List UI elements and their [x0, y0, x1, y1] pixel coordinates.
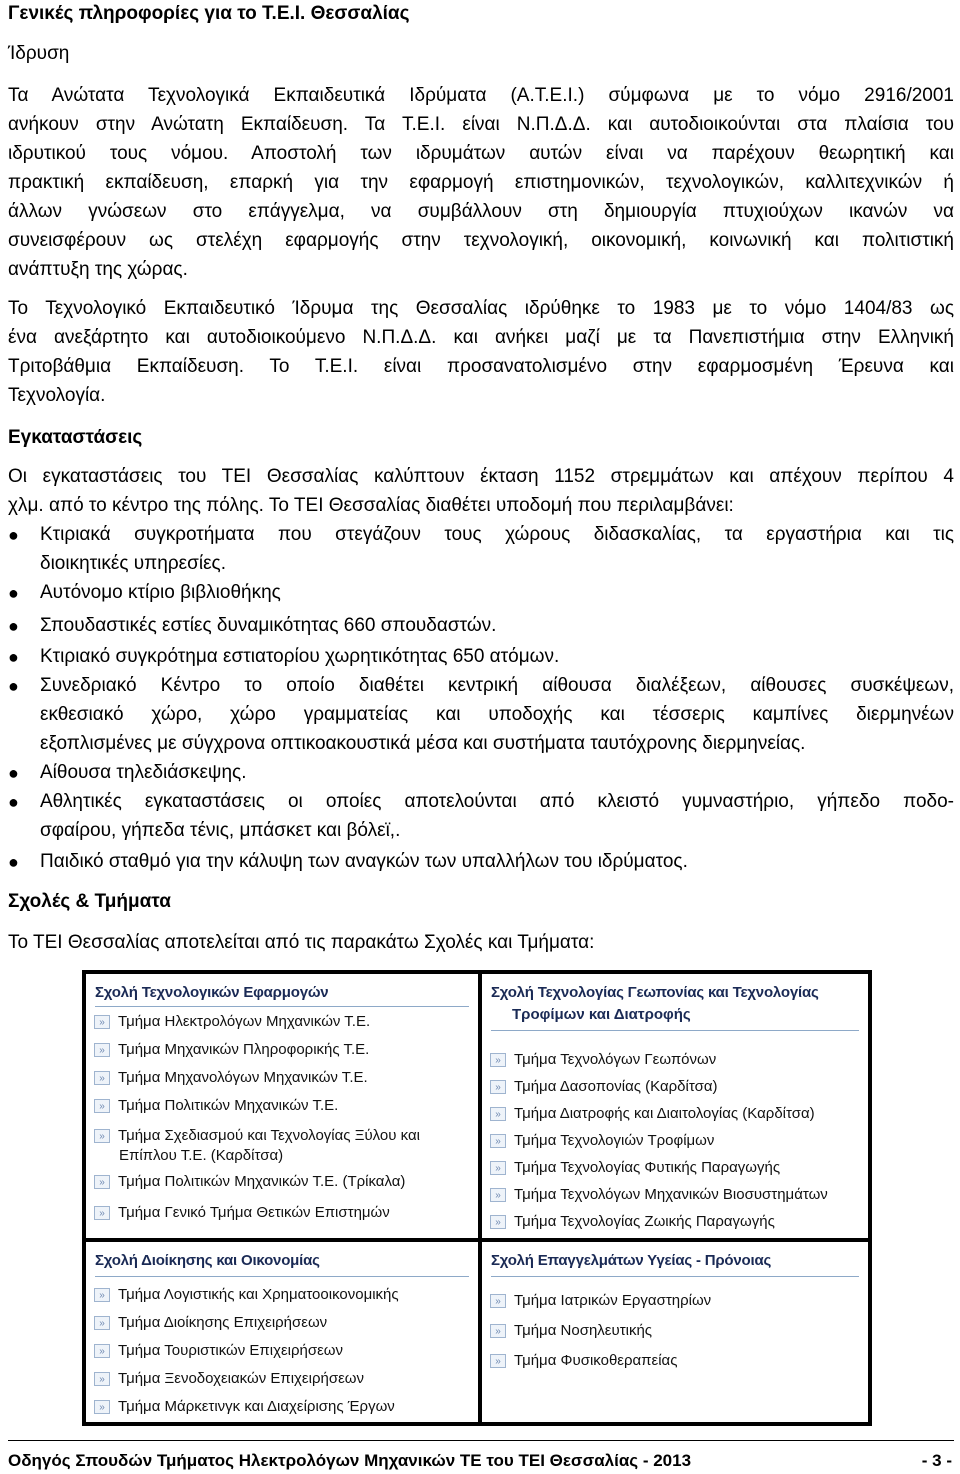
section-title-schools: Σχολές & Τμήματα	[8, 891, 171, 912]
paragraph-line: Οι εγκαταστάσεις του ΤΕΙ Θεσσαλίας καλύπτουν έκταση 1152 στρεμμάτων και απέχουν περίπου 4	[8, 466, 954, 487]
arrow-icon: »	[490, 1107, 506, 1121]
schools-figure	[82, 970, 872, 1426]
arrow-icon: »	[490, 1215, 506, 1229]
arrow-icon: »	[94, 1043, 110, 1057]
bullet-icon: ●	[8, 852, 19, 872]
paragraph-line: ιδρυτικού τους νόμου. Αποστολή των ιδρυμάτων αυτών είναι να παρέχουν θεωρητική και	[8, 143, 954, 164]
divider	[491, 1276, 859, 1277]
arrow-icon: »	[490, 1134, 506, 1148]
bullet-icon: ●	[8, 647, 19, 667]
paragraph-line: Τα Ανώτατα Τεχνολογικά Εκπαιδευτικά Ιδρύματα (Α.Τ.Ε.Ι.) σύμφωνα με το νόμο 2916/2001	[8, 85, 954, 106]
paragraph-line: συνεισφέρουν ως στελέχη εφαρμογής στην τεχνολογική, οικονομική, κοινωνική και πολιτιστική	[8, 230, 954, 251]
bullet-icon: ●	[8, 676, 19, 696]
divider	[95, 1276, 469, 1277]
bullet-icon: ●	[8, 763, 19, 783]
department-link[interactable]: » Τμήμα Τεχνολόγων Γεωπόνων	[490, 1051, 716, 1069]
arrow-icon: »	[490, 1053, 506, 1067]
footer-title: Οδηγός Σπουδών Τμήματος Ηλεκτρολόγων Μηχανικών ΤΕ του ΤΕΙ Θεσσαλίας - 2013	[8, 1451, 692, 1470]
arrow-icon: »	[94, 1015, 110, 1029]
bullet-text: Κτιριακά συγκροτήματα που στεγάζουν τους χώρους διδασκαλίας, τα εργαστήρια και τις	[40, 524, 954, 545]
department-link[interactable]: » Τμήμα Σχεδιασμού και Τεχνολογίας Ξύλου και	[94, 1127, 420, 1145]
bullet-text: σφαίρου, γήπεδα τένις, μπάσκετ και βόλεϊ,.	[40, 820, 401, 841]
school-panel	[86, 974, 478, 1238]
arrow-icon: »	[94, 1071, 110, 1085]
bullet-text: Αθλητικές εγκαταστάσεις οι οποίες αποτελούνται από κλειστό γυμναστήριο, γήπεδο ποδο-	[40, 791, 954, 812]
bullet-icon: ●	[8, 792, 19, 812]
bullet-text: Κτιριακό συγκρότημα εστιατορίου χωρητικότητας 650 ατόμων.	[40, 646, 560, 667]
department-link[interactable]: » Τμήμα Τεχνολογίας Φυτικής Παραγωγής	[490, 1159, 780, 1177]
department-link[interactable]: » Τμήμα Ξενοδοχειακών Επιχειρήσεων	[94, 1370, 364, 1388]
footer-divider	[8, 1440, 954, 1441]
department-link[interactable]: » Τμήμα Μηχανικών Πληροφορικής Τ.Ε.	[94, 1041, 369, 1059]
bullet-text: εξοπλισμένες με σύγχρονα οπτικοακουστικά μέσα και συστήματα ταυτόχρονης διερμηνείας.	[40, 733, 806, 754]
department-link[interactable]: » Τμήμα Τεχνολογιών Τροφίμων	[490, 1132, 714, 1150]
school-title: Σχολή Τεχνολογίας Γεωπονίας και Τεχνολογίας	[491, 984, 819, 1001]
department-link[interactable]: » Τμήμα Τουριστικών Επιχειρήσεων	[94, 1342, 343, 1360]
school-title: Σχολή Επαγγελμάτων Υγείας - Πρόνοιας	[491, 1252, 772, 1269]
arrow-icon: »	[94, 1129, 110, 1143]
arrow-icon: »	[94, 1099, 110, 1113]
paragraph-line: ανάπτυξη της χώρας.	[8, 259, 188, 280]
department-link[interactable]: » Τμήμα Πολιτικών Μηχανικών Τ.Ε.	[94, 1097, 338, 1115]
paragraph-line: ανήκουν στην Ανώτατη Εκπαίδευση. Τα Τ.Ε.Ι. είναι Ν.Π.Δ.Δ. και αυτοδιοικούνται στα πλαίσια του	[8, 114, 954, 135]
bullet-icon: ●	[8, 583, 19, 603]
department-link[interactable]: » Τμήμα Γενικό Τμήμα Θετικών Επιστημών	[94, 1204, 390, 1222]
arrow-icon: »	[490, 1161, 506, 1175]
department-link[interactable]: » Τμήμα Τεχνολογίας Ζωικής Παραγωγής	[490, 1213, 775, 1231]
bullet-text: Συνεδριακό Κέντρο το οποίο διαθέτει κεντρική αίθουσα διαλέξεων, αίθουσες συσκέψεων,	[40, 675, 954, 696]
arrow-icon: »	[94, 1175, 110, 1189]
bullet-text: Σπουδαστικές εστίες δυναμικότητας 660 σπουδαστών.	[40, 615, 497, 636]
department-link[interactable]: » Τμήμα Μηχανολόγων Μηχανικών Τ.Ε.	[94, 1069, 368, 1087]
paragraph-line: ένα ανεξάρτητο και αυτοδιοικούμενο Ν.Π.Δ.Δ. και ανήκει μαζί με τα Πανεπιστήμια στην Ελληνική	[8, 327, 954, 348]
school-title: Σχολή Διοίκησης και Οικονομίας	[95, 1252, 320, 1269]
school-title-continued: Τροφίμων και Διατροφής	[512, 1006, 691, 1023]
page-number: - 3 -	[921, 1451, 952, 1470]
paragraph-line: χλμ. από το κέντρο της πόλης. Το ΤΕΙ Θεσσαλίας διαθέτει υποδομή που περιλαμβάνει:	[8, 495, 734, 516]
paragraph-line: άλλων γνώσεων στο επάγγελμα, να συμβάλλουν στη δημιουργία πτυχιούχων ικανών να	[8, 201, 954, 222]
section-title-founding: Ίδρυση	[8, 43, 70, 64]
department-link[interactable]: » Τμήμα Μάρκετινγκ και Διαχείρισης Έργων	[94, 1398, 395, 1416]
arrow-icon: »	[94, 1344, 110, 1358]
bullet-icon: ●	[8, 616, 19, 636]
bullet-text: Αυτόνομο κτίριο βιβλιοθήκης	[40, 582, 281, 603]
school-panel	[482, 1242, 868, 1422]
department-link[interactable]: » Τμήμα Διοίκησης Επιχειρήσεων	[94, 1314, 327, 1332]
arrow-icon: »	[490, 1354, 506, 1368]
section-title-facilities: Εγκαταστάσεις	[8, 427, 143, 448]
arrow-icon: »	[94, 1206, 110, 1220]
paragraph-line: Το ΤΕΙ Θεσσαλίας αποτελείται από τις παρακάτω Σχολές και Τμήματα:	[8, 932, 595, 953]
department-link[interactable]: » Τμήμα Ηλεκτρολόγων Μηχανικών Τ.Ε.	[94, 1013, 370, 1031]
department-link[interactable]: » Τμήμα Νοσηλευτικής	[490, 1322, 652, 1340]
arrow-icon: »	[94, 1316, 110, 1330]
arrow-icon: »	[490, 1188, 506, 1202]
arrow-icon: »	[94, 1288, 110, 1302]
paragraph-line: πρακτική εκπαίδευση, επαρκή για την εφαρμογή επιστημονικών, τεχνολογικών, καλλιτεχνικών ή	[8, 172, 954, 193]
divider	[491, 1030, 859, 1031]
arrow-icon: »	[94, 1372, 110, 1386]
arrow-icon: »	[490, 1294, 506, 1308]
department-link[interactable]: » Τμήμα Ιατρικών Εργαστηρίων	[490, 1292, 711, 1310]
department-link[interactable]: » Τμήμα Πολιτικών Μηχανικών Τ.Ε. (Τρίκαλα)	[94, 1173, 405, 1191]
school-panel	[86, 1242, 478, 1422]
arrow-icon: »	[94, 1400, 110, 1414]
bullet-icon: ●	[8, 525, 19, 545]
bullet-text: διοικητικές υπηρεσίες.	[40, 553, 226, 574]
bullet-text: Παιδικό σταθμό για την κάλυψη των αναγκών των υπαλλήλων του ιδρύματος.	[40, 851, 688, 872]
paragraph-line: Τεχνολογία.	[8, 385, 106, 406]
department-link[interactable]: » Τμήμα Δασοπονίας (Καρδίτσα)	[490, 1078, 718, 1096]
paragraph-line: Το Τεχνολογικό Εκπαιδευτικό Ίδρυμα της Θεσσαλίας ιδρύθηκε το 1983 με το νόμο 1404/83 ως	[8, 298, 954, 319]
department-link[interactable]: » Τμήμα Τεχνολόγων Μηχανικών Βιοσυστημάτων	[490, 1186, 828, 1204]
bullet-text: Αίθουσα τηλεδιάσκεψης.	[40, 762, 247, 783]
divider	[95, 1006, 469, 1007]
department-link-continued: Επίπλου Τ.Ε. (Καρδίτσα)	[119, 1147, 284, 1164]
school-title: Σχολή Τεχνολογικών Εφαρμογών	[95, 984, 329, 1001]
department-link[interactable]: » Τμήμα Φυσικοθεραπείας	[490, 1352, 677, 1370]
arrow-icon: »	[490, 1324, 506, 1338]
page-heading: Γενικές πληροφορίες για το Τ.Ε.Ι. Θεσσαλίας	[8, 3, 410, 24]
paragraph-line: Τριτοβάθμια Εκπαίδευση. Το Τ.Ε.Ι. είναι προσανατολισμένο στην εφαρμοσμένη Έρευνα και	[8, 356, 954, 377]
school-panel	[482, 974, 868, 1238]
arrow-icon: »	[490, 1080, 506, 1094]
bullet-text: εκθεσιακό χώρο, χώρο γραμματείας και υποδοχής και τέσσερις καμπίνες διερμηνέων	[40, 704, 954, 725]
department-link[interactable]: » Τμήμα Λογιστικής και Χρηματοοικονομικής	[94, 1286, 399, 1304]
department-link[interactable]: » Τμήμα Διατροφής και Διαιτολογίας (Καρδίτσα)	[490, 1105, 815, 1123]
